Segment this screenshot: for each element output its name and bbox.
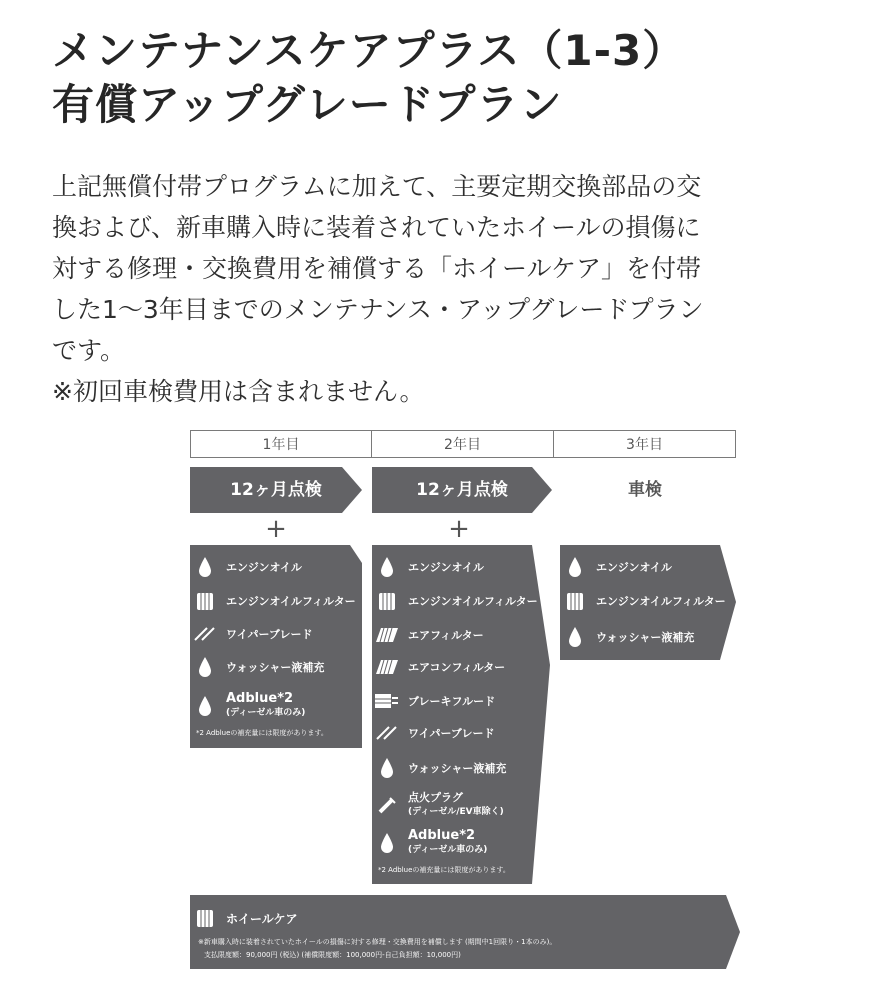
footnote: *2 Adblueの補充量には限度があります。	[378, 866, 510, 874]
year-2-header: 2年目	[371, 430, 554, 458]
plus-icon: +	[448, 514, 470, 544]
list-item: ウォッシャー液補充	[560, 624, 694, 650]
title-line-1: メンテナンスケアプラス（1-3）	[52, 26, 686, 75]
spark-plug-icon	[372, 795, 402, 815]
wheel-care-note: ※新車購入時に装着されていたホイールの損傷に対する修理・交換費用を補償します (期間中1回限り・1本のみ)。	[198, 938, 557, 946]
oil-drop-icon	[190, 556, 220, 578]
wiper-icon	[190, 626, 220, 642]
plus-icon: +	[265, 514, 287, 544]
drop-icon	[372, 757, 402, 779]
description-line: 換および、新車購入時に装着されていたホイールの損傷に	[52, 213, 701, 242]
footnote: *2 Adblueの補充量には限度があります。	[196, 729, 328, 737]
check-label: 12ヶ月点検	[416, 480, 508, 500]
list-item: エンジンオイルフィルター	[190, 588, 356, 614]
description-line: 上記無償付帯プログラムに加えて、主要定期交換部品の交	[52, 172, 702, 201]
wheel-care-limit: 支払限度額：90,000円 (税込) (補償限度額：100,000円-自己負担額：10,000円)	[204, 951, 461, 959]
description-note: ※初回車検費用は含まれません。	[52, 377, 425, 406]
check-arrow-year-1	[190, 467, 362, 513]
list-item: ワイパーブレード	[190, 621, 312, 647]
year-3-items-panel	[560, 545, 736, 660]
list-item: ウォッシャー液補充	[372, 755, 506, 781]
drop-icon	[190, 656, 220, 678]
year-1-items-panel	[190, 545, 362, 748]
year-3-header: 3年目	[553, 430, 736, 458]
drop-icon	[372, 832, 402, 854]
oil-filter-icon	[190, 590, 220, 612]
list-item: Adblue*2 (ディーゼル車のみ)	[190, 689, 305, 723]
list-item: ホイールケア	[190, 905, 298, 931]
brake-fluid-icon	[372, 692, 402, 710]
title-line-2: 有償アップグレードプラン	[52, 80, 563, 129]
drop-icon	[560, 626, 590, 648]
oil-filter-icon	[372, 590, 402, 612]
oil-drop-icon	[560, 556, 590, 578]
description	[52, 166, 842, 412]
oil-filter-icon	[560, 590, 590, 612]
check-label: 12ヶ月点検	[230, 480, 322, 500]
list-item: エアコンフィルター	[372, 654, 505, 680]
list-item: エンジンオイルフィルター	[372, 588, 538, 614]
air-filter-icon	[372, 659, 402, 675]
wheel-care-panel	[190, 895, 740, 969]
list-item: ウォッシャー液補充	[190, 654, 324, 680]
drop-icon	[190, 695, 220, 717]
list-item: ブレーキフルード	[372, 688, 495, 714]
description-line: 対する修理・交換費用を補償する「ホイールケア」を付帯	[52, 254, 702, 283]
list-item: Adblue*2 (ディーゼル車のみ)	[372, 826, 487, 860]
check-label-year-3: 車検	[628, 480, 662, 500]
year-1-header: 1年目	[190, 430, 372, 458]
list-item: エンジンオイルフィルター	[560, 588, 726, 614]
list-item: ワイパーブレード	[372, 720, 494, 746]
year-2-items-panel	[372, 545, 550, 884]
wheel-care-icon	[190, 907, 220, 929]
page-title	[52, 24, 852, 132]
list-item: エンジンオイル	[190, 554, 302, 580]
list-item: エンジンオイル	[372, 554, 484, 580]
description-line: した1〜3年目までのメンテナンス・アップグレードプラン	[52, 295, 704, 324]
air-filter-icon	[372, 627, 402, 643]
list-item: エアフィルター	[372, 622, 484, 648]
list-item: 点火プラグ (ディーゼル/EV車除く)	[372, 789, 504, 821]
oil-drop-icon	[372, 556, 402, 578]
wiper-icon	[372, 725, 402, 741]
check-arrow-year-2	[372, 467, 552, 513]
list-item: エンジンオイル	[560, 554, 672, 580]
description-line: です。	[52, 336, 126, 365]
